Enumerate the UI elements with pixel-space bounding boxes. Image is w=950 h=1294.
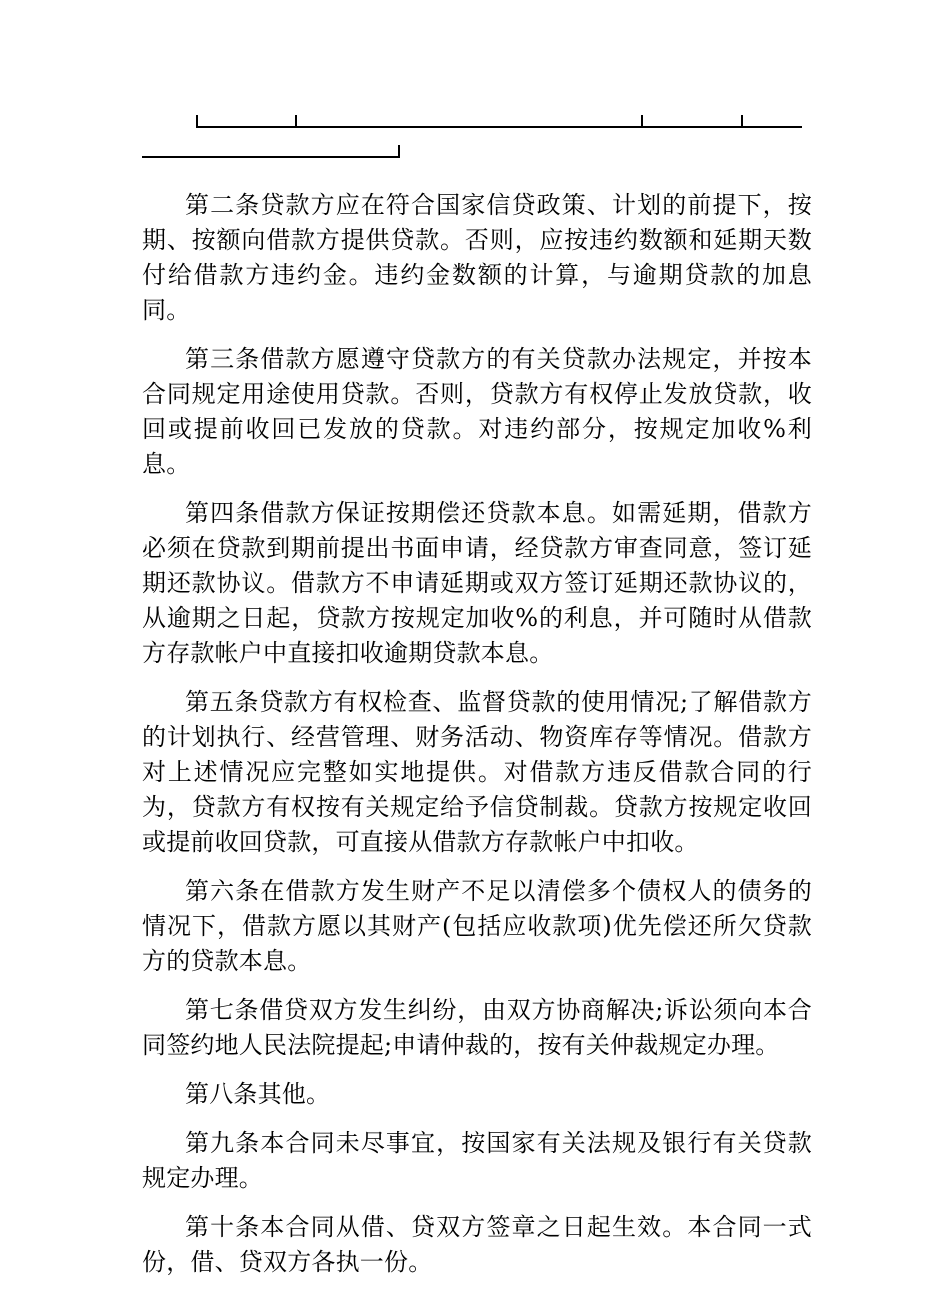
clause-8: 第八条其他。: [185, 1080, 331, 1108]
clause-10: 第十条本合同从借、贷双方签章之日起生效。本合同一式份，借、贷双方各执一份。: [142, 1213, 812, 1276]
clause-7: 第七条借贷双方发生纠纷，由双方协商解决;诉讼须向本合同签约地人民法院提起;申请仲裁的，按有关仲裁规定办理。: [142, 996, 812, 1059]
clause-5: 第五条贷款方有权检查、监督贷款的使用情况;了解借款方的计划执行、经营管理、财务活动、物资库存等情况。借款方对上述情况应完整如实地提供。对借款方违反借款合同的行为，贷款方有权按有关规定给予信贷制裁。贷款方按规定收回或提前收回贷款，可直接从借款方存款帐户中扣收。: [142, 688, 812, 856]
clause-6: 第六条在借款方发生财产不足以清偿多个债权人的债务的情况下，借款方愿以其财产(包括应收款项)优先偿还所欠贷款方的贷款本息。: [142, 877, 812, 975]
clause-3: 第三条借款方愿遵守贷款方的有关贷款办法规定，并按本合同规定用途使用贷款。否则，贷款方有权停止发放贷款，收回或提前收回已发放的贷款。对违约部分，按规定加收%利息。: [142, 345, 812, 478]
clause-9: 第九条本合同未尽事宜，按国家有关法规及银行有关贷款规定办理。: [142, 1129, 812, 1192]
clause-2: 第二条贷款方应在符合国家信贷政策、计划的前提下，按期、按额向借款方提供贷款。否则，应按违约数额和延期天数付给借款方违约金。违约金数额的计算，与逾期贷款的加息同。: [142, 191, 812, 324]
clause-4: 第四条借款方保证按期偿还贷款本息。如需延期，借款方必须在贷款到期前提出书面申请，经贷款方审查同意，签订延期还款协议。借款方不申请延期或双方签订延期还款协议的，从逾期之日起，贷款方按规定加收%的利息，并可随时从借款方存款帐户中直接扣收逾期贷款本息。: [142, 499, 812, 667]
table-bottom-border: [0, 0, 950, 170]
contract-body: [142, 188, 812, 1294]
